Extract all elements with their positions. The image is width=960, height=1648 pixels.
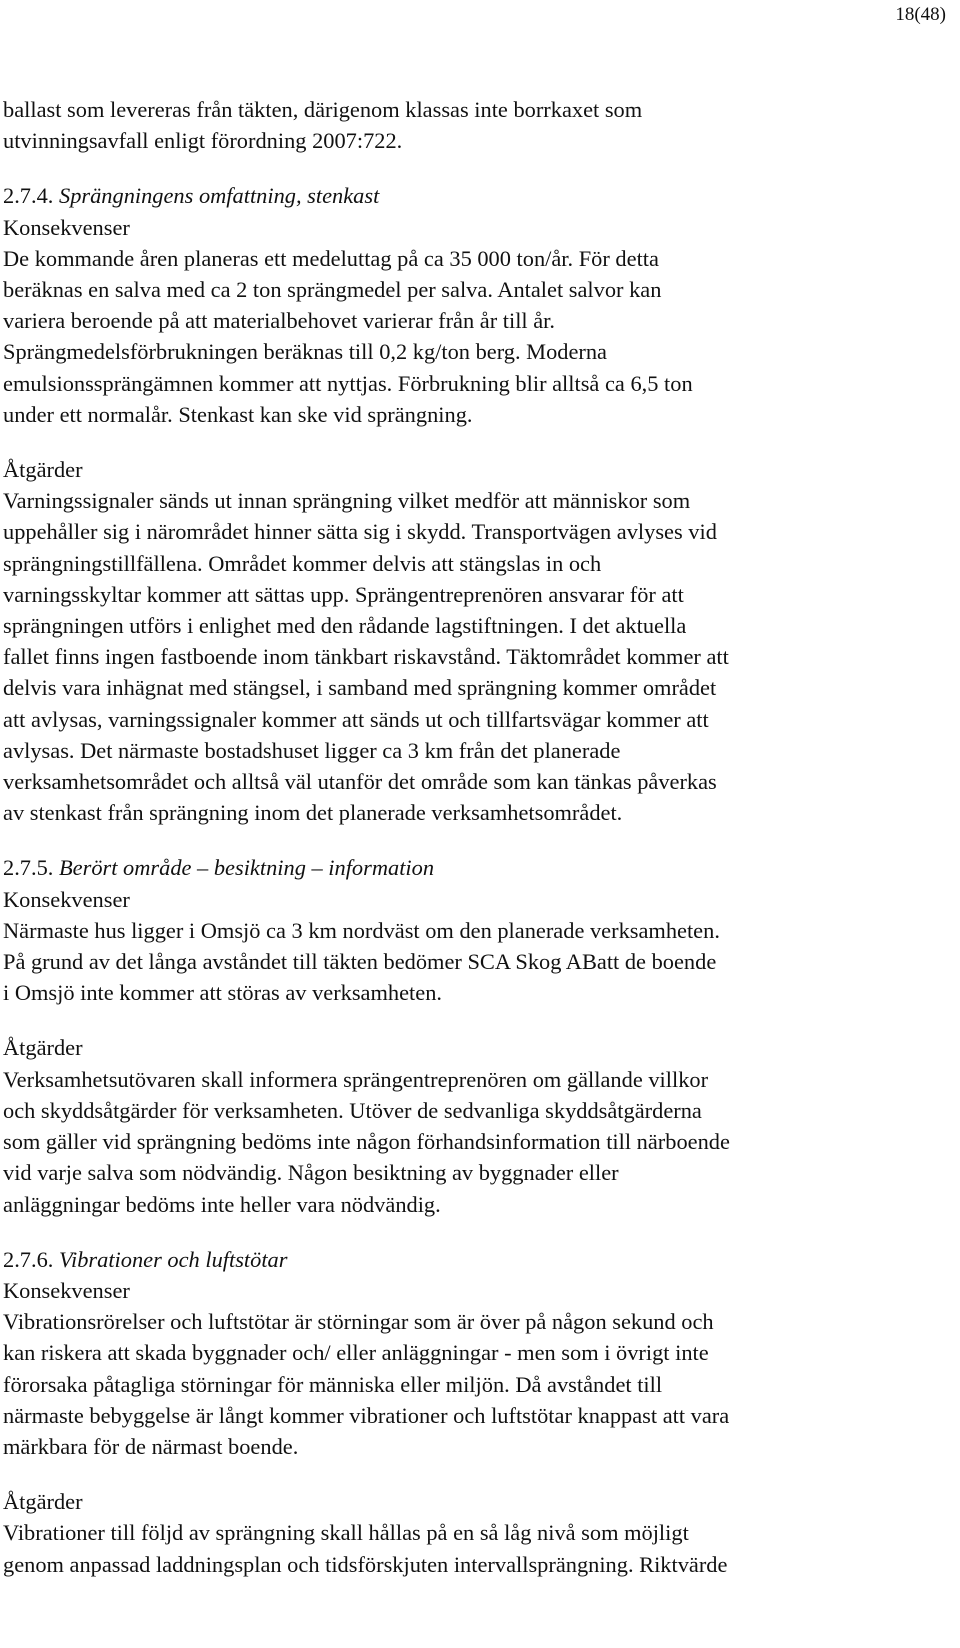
- measures-paragraph: Varningssignaler sänds ut innan sprängning vilket medför att människor som uppehåller sig i närområdet hinner sätta sig i skydd. Transportvägen avlyses vid sprängningstillfällena. Området kommer delvis att stängslas in och varningsskyltar kommer att sättas upp. Sprängentreprenören ansvarar för att sprängningen utförs i enlighet med den rådande lagstiftningen. I det aktuella fallet finns ingen fastboende inom tänkbart riskavstånd. Täktområdet kommer att delvis vara inhägnat med stängsel, i samband med sprängning kommer området att avlysas, varningssignaler kommer att sänds ut och tillfartsvägar kommer att avlysas. Det närmaste bostadshuset ligger ca 3 km från det planerade verksamhetsområdet och alltså väl utanför det område som kan tänkas påverkas av stenkast från sprängning inom det planerade verksamhetsområdet.: [3, 488, 729, 826]
- consequences-paragraph: Närmaste hus ligger i Omsjö ca 3 km nordväst om den planerade verksamheten. På grund av det långa avståndet till täkten bedömer SCA Skog ABatt de boende i Omsjö inte kommer att störas av verksamheten.: [3, 917, 720, 1006]
- consequences-heading: Konsekvenser: [3, 1277, 130, 1303]
- section-heading-2-7-4: [3, 180, 953, 211]
- consequences-paragraph: Vibrationsrörelser och luftstötar är störningar som är över på någon sekund och kan riskera att skada byggnader och/ eller anläggningar - men som i övrigt inte förorsaka påtagliga störningar för människa eller miljön. Då avståndet till närmaste bebyggelse är långt kommer vibrationer och luftstötar knappast att vara märkbara för de närmast boende.: [3, 1309, 730, 1459]
- section-number: 2.7.5.: [3, 855, 54, 881]
- section-number: 2.7.4.: [3, 183, 54, 209]
- consequences-heading: Konsekvenser: [3, 214, 130, 240]
- measures-paragraph: Vibrationer till följd av sprängning skall hållas på en så låg nivå som möjligt genom anpassad laddningsplan och tidsförskjuten intervallsprängning. Riktvärde: [3, 1520, 728, 1577]
- section-title: Berört område – besiktning – information: [59, 855, 435, 881]
- section-heading-2-7-6: [3, 1244, 953, 1275]
- section-title: Sprängningens omfattning, stenkast: [59, 183, 380, 209]
- intro-paragraph: ballast som levereras från täkten, därigenom klassas inte borrkaxet som utvinningsavfall enligt förordning 2007:722.: [3, 97, 643, 154]
- measures-paragraph: Verksamhetsutövaren skall informera sprängentreprenören om gällande villkor och skyddsåtgärder för verksamheten. Utöver de sedvanliga skyddsåtgärderna som gäller vid sprängning bedöms inte någon förhandsinformation till närboende vid varje salva som nödvändig. Någon besiktning av byggnader eller anläggningar bedöms inte heller vara nödvändig.: [3, 1066, 730, 1217]
- measures-heading: Åtgärder: [3, 457, 83, 483]
- document-body: [3, 94, 953, 1580]
- section-title: Vibrationer och luftstötar: [59, 1246, 288, 1272]
- section-number: 2.7.6.: [3, 1246, 54, 1272]
- consequences-paragraph: De kommande åren planeras ett medeluttag på ca 35 000 ton/år. För detta beräknas en salva med ca 2 ton sprängmedel per salva. Antalet salvor kan variera beroende på att materialbehovet varierar från år till år. Sprängmedelsförbrukningen beräknas till 0,2 kg/ton berg. Moderna emulsionssprängämnen kommer att nyttjas. Förbrukning blir alltså ca 6,5 ton under ett normalår. Stenkast kan ske vid sprängning.: [3, 245, 693, 427]
- measures-heading: Åtgärder: [3, 1035, 83, 1061]
- measures-heading: Åtgärder: [3, 1489, 83, 1515]
- section-heading-2-7-5: [3, 852, 953, 883]
- consequences-heading: Konsekvenser: [3, 886, 130, 912]
- page-number: 18(48): [895, 4, 946, 25]
